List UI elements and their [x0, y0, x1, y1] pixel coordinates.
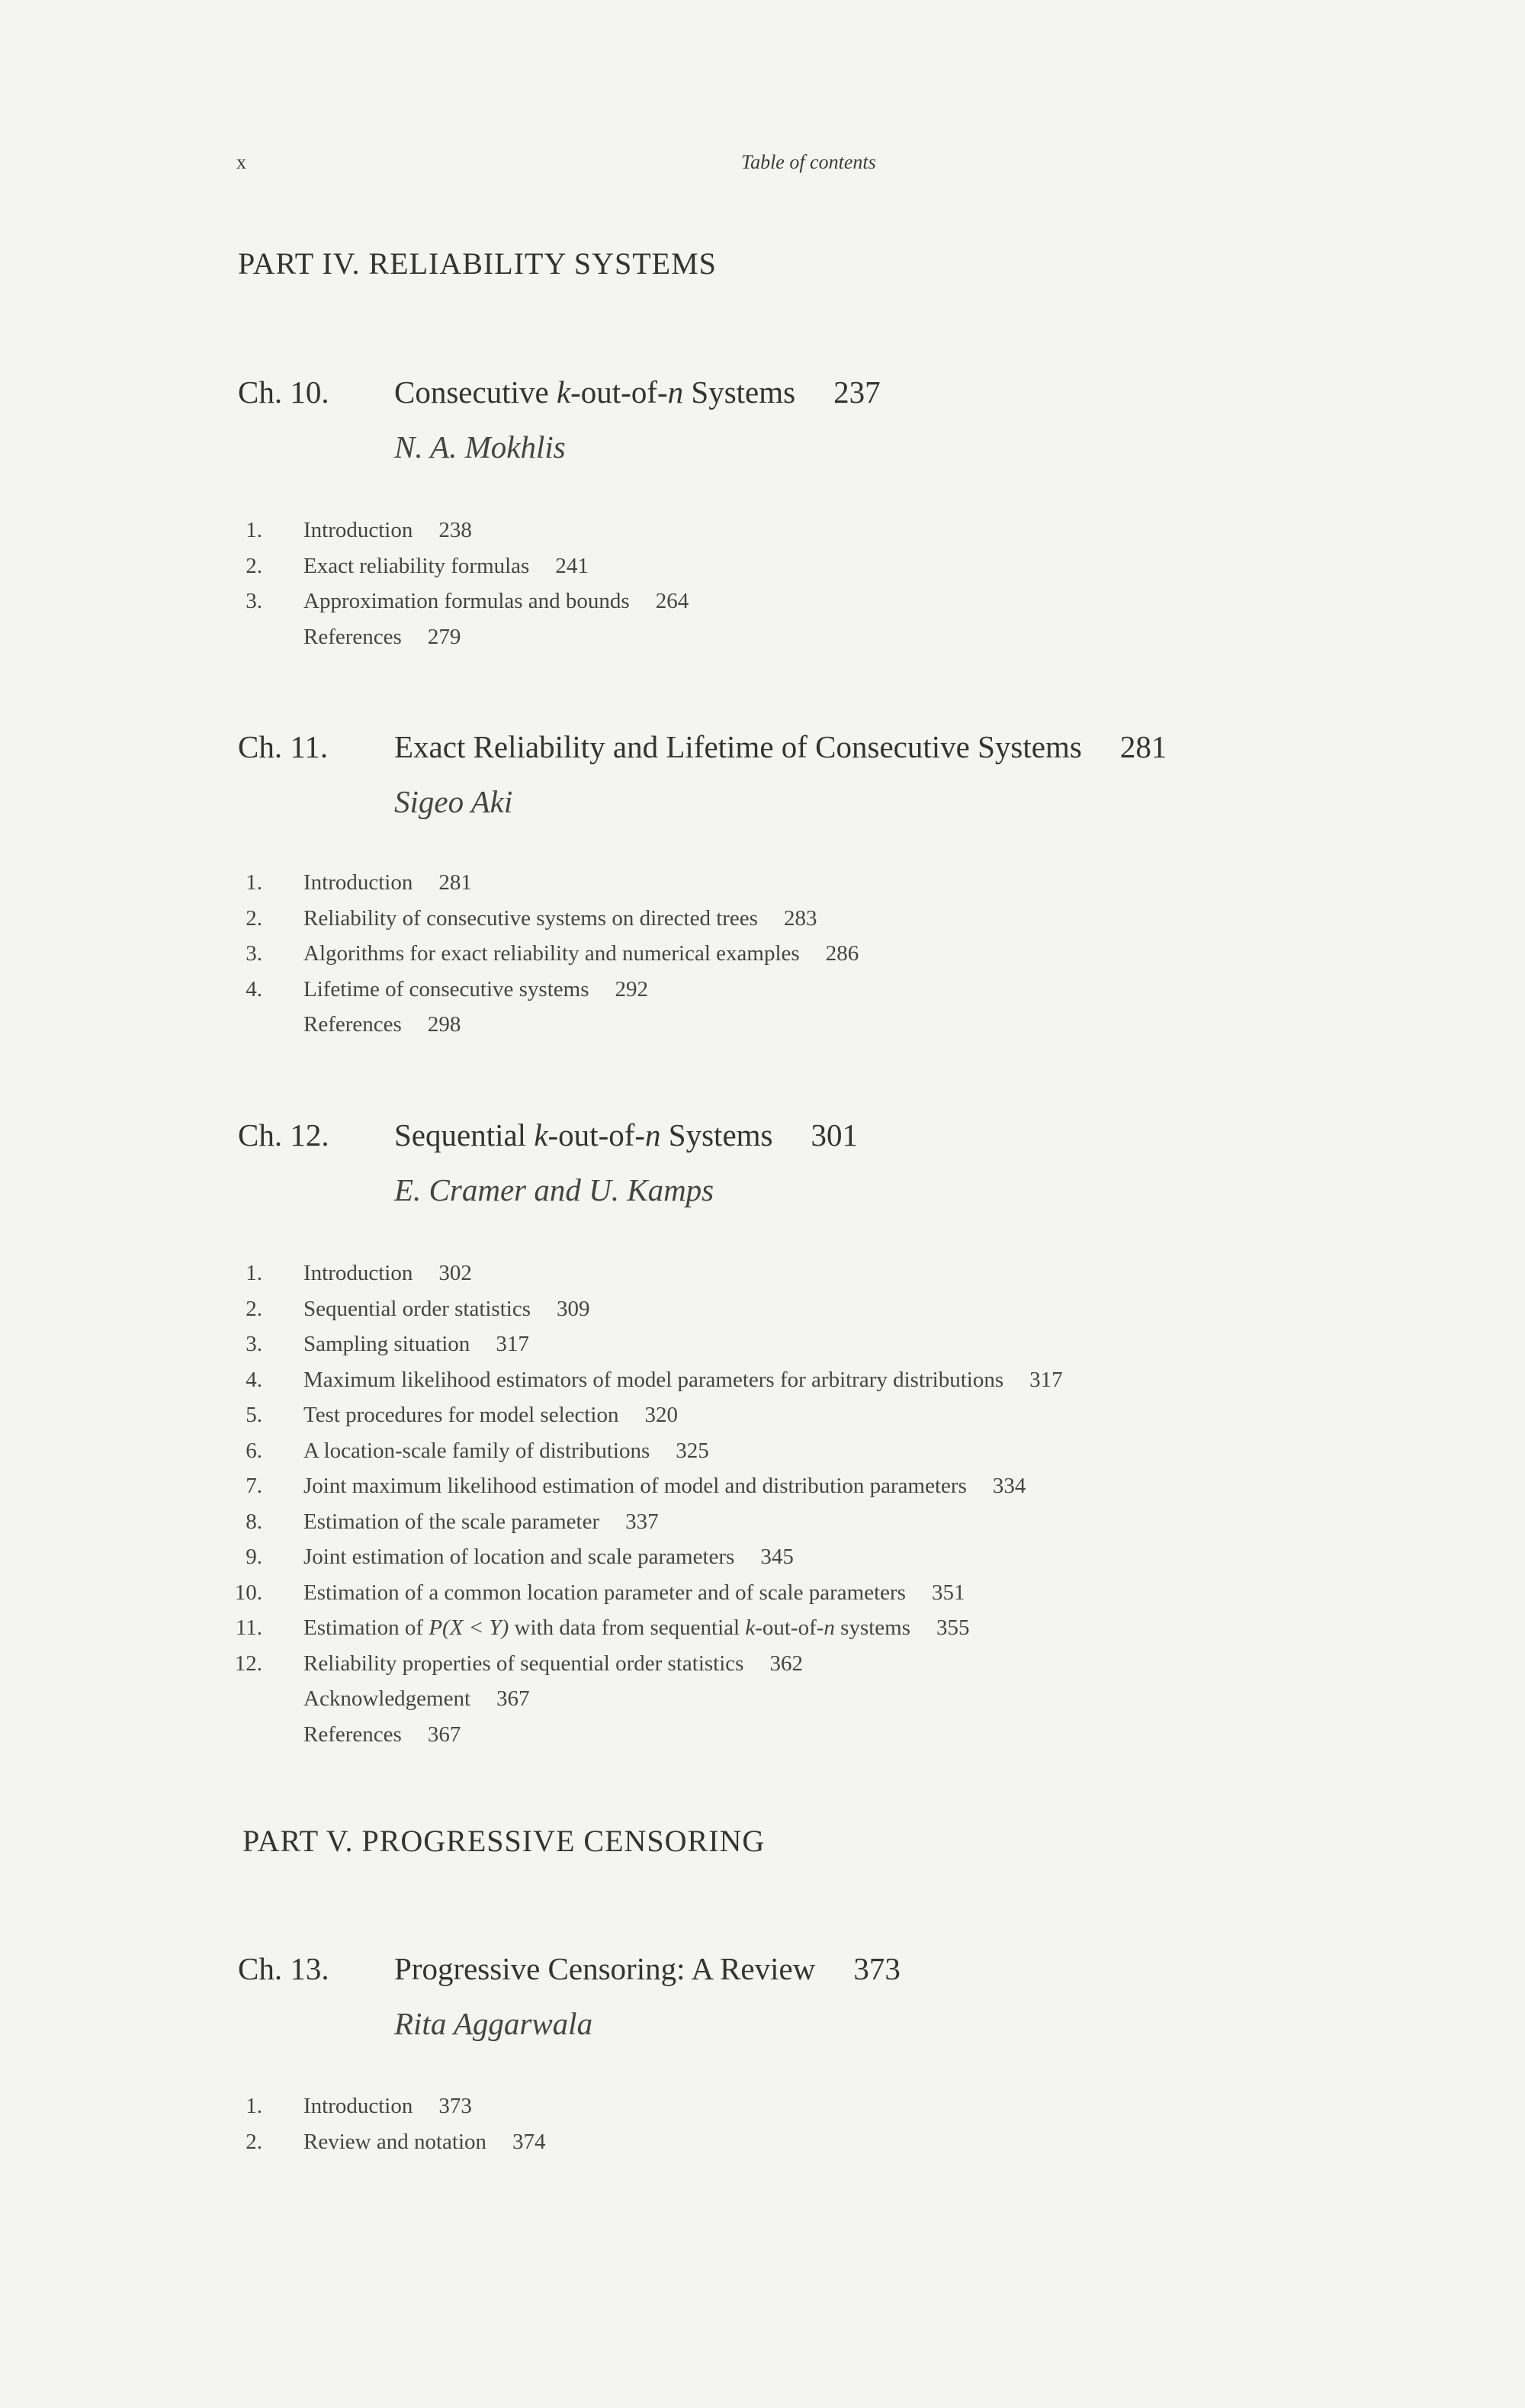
- chapter-10-sections: [238, 513, 1382, 654]
- toc-entry: 4. Lifetime of consecutive systems 292: [246, 976, 648, 1001]
- chapter-title: Sequential k-out-of-n Systems: [394, 1117, 773, 1153]
- chapter-title: Consecutive k-out-of-n Systems: [394, 375, 796, 410]
- toc-entry: 1. Introduction 281: [246, 870, 472, 895]
- chapter-page: 373: [853, 1951, 901, 1986]
- part-v-title: PART V. PROGRESSIVE CENSORING: [242, 1824, 766, 1858]
- toc-entry: 3. Sampling situation 317: [246, 1332, 529, 1356]
- toc-entry: 10. Estimation of a common location parameter and of scale parameters 351: [234, 1580, 965, 1605]
- chapter-12-sections: [234, 1255, 1382, 1752]
- toc-entry: 11. Estimation of P(X < Y) with data from sequential k-out-of-n systems 355: [235, 1616, 970, 1640]
- chapter-13-sections: [238, 2088, 1382, 2159]
- toc-entry: References 367: [303, 1722, 461, 1747]
- toc-entry: 7. Joint maximum likelihood estimation of model and distribution parameters 334: [246, 1474, 1026, 1498]
- chapter-11-author: Sigeo Aki: [394, 784, 513, 819]
- chapter-13-heading: [238, 1950, 901, 1987]
- toc-entry: 6. A location-scale family of distributions 325: [246, 1438, 709, 1463]
- toc-entry: 9. Joint estimation of location and scale parameters 345: [246, 1545, 794, 1569]
- toc-entry: 1. Introduction 238: [246, 518, 472, 542]
- chapter-page: 301: [811, 1117, 858, 1153]
- chapter-number: Ch. 10.: [238, 375, 329, 410]
- toc-entry: 5. Test procedures for model selection 320: [246, 1403, 678, 1427]
- toc-entry: 1. Introduction 302: [246, 1261, 472, 1285]
- chapter-12-heading: [238, 1117, 858, 1153]
- toc-entry: 8. Estimation of the scale parameter 337: [246, 1509, 659, 1534]
- chapter-11-heading: [238, 728, 1167, 765]
- toc-entry: 2. Exact reliability formulas 241: [246, 553, 589, 578]
- toc-entry: Acknowledgement 367: [303, 1686, 530, 1711]
- toc-entry: 3. Approximation formulas and bounds 264: [246, 589, 689, 613]
- chapter-number: Ch. 13.: [238, 1951, 329, 1986]
- toc-entry: References 298: [303, 1012, 461, 1037]
- chapter-10-author: N. A. Mokhlis: [394, 429, 566, 465]
- toc-entry: 4. Maximum likelihood estimators of model parameters for arbitrary distributions 317: [246, 1367, 1063, 1392]
- toc-entry: 2. Reliability of consecutive systems on directed trees 283: [246, 905, 817, 931]
- chapter-number: Ch. 12.: [238, 1117, 329, 1153]
- toc-entry: 2. Sequential order statistics 309: [246, 1296, 590, 1321]
- chapter-11-sections: [238, 865, 1382, 1043]
- chapter-10-heading: [238, 374, 881, 410]
- chapter-title: Progressive Censoring: A Review: [394, 1951, 816, 1986]
- toc-entry: References 279: [303, 624, 461, 649]
- part-iv-title: PART IV. RELIABILITY SYSTEMS: [238, 246, 717, 281]
- toc-entry: 3. Algorithms for exact reliability and numerical examples 286: [246, 941, 859, 966]
- page-number: x: [236, 151, 246, 173]
- chapter-page: 281: [1119, 729, 1167, 764]
- chapter-title: Exact Reliability and Lifetime of Consecutive Systems: [394, 729, 1082, 764]
- chapter-12-author: E. Cramer and U. Kamps: [394, 1172, 714, 1207]
- toc-entry: 12. Reliability properties of sequential order statistics 362: [234, 1651, 803, 1676]
- running-title: Table of contents: [741, 151, 876, 173]
- toc-entry: 2. Review and notation 374: [246, 2129, 546, 2154]
- chapter-page: 237: [833, 375, 881, 410]
- chapter-13-author: Rita Aggarwala: [394, 2006, 593, 2041]
- chapter-number: Ch. 11.: [238, 729, 329, 764]
- toc-entry: 1. Introduction 373: [246, 2094, 472, 2118]
